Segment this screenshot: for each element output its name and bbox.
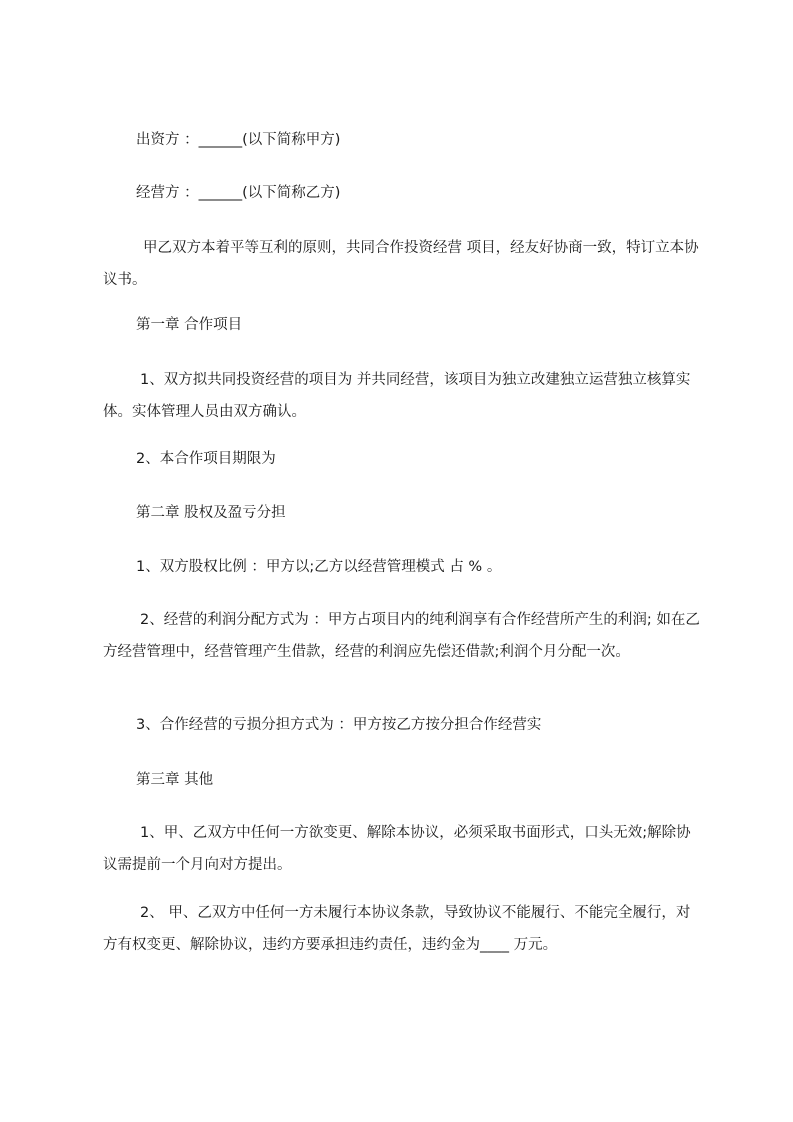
investor-party-line: 出资方 ：______(以下简称甲方) [136, 132, 341, 148]
chapter-2-clause-2: 2、经营的利润分配方式为 ：甲方占项目内的纯利润享有合作经营所产生的利润; 如在乙方经营管理中，经营管理产生借款，经营的利润应先偿还借款;利润个月分配一次。 [103, 612, 700, 660]
operator-party-line: 经营方 ：______(以下简称乙方) [136, 185, 341, 201]
chapter-1-clause-1: 1、双方拟共同投资经营的项目为 并共同经营，该项目为独立改建独立运营独立核算实体。实体管理人员由双方确认。 [103, 372, 691, 420]
chapter-3-heading: 第三章 其他 [136, 772, 214, 788]
chapter-1-heading: 第一章 合作项目 [136, 317, 243, 333]
chapter-1-clause-2: 2、本合作项目期限为 [136, 451, 276, 467]
chapter-2-clause-3: 3、合作经营的亏损分担方式为 ：甲方按乙方按分担合作经营实 [136, 717, 542, 733]
preamble-paragraph: 甲乙双方本着平等互利的原则，共同合作投资经营 项目，经友好协商一致，特订立本协议书。 [103, 240, 699, 288]
chapter-3-clause-1: 1、甲、乙双方中任何一方欲变更、解除本协议，必须采取书面形式，口头无效;解除协议需提前一个月向对方提出。 [103, 825, 691, 873]
chapter-2-clause-1: 1、双方股权比例 ：甲方以;乙方以经营管理模式 占 % 。 [136, 559, 502, 575]
chapter-3-clause-2: 2、 甲、乙双方中任何一方未履行本协议条款，导致协议不能履行、不能完全履行，对方有权变更、解除协议，违约方要承担违约责任，违约金为____ 万元。 [103, 905, 691, 953]
chapter-2-heading: 第二章 股权及盈亏分担 [136, 505, 286, 521]
